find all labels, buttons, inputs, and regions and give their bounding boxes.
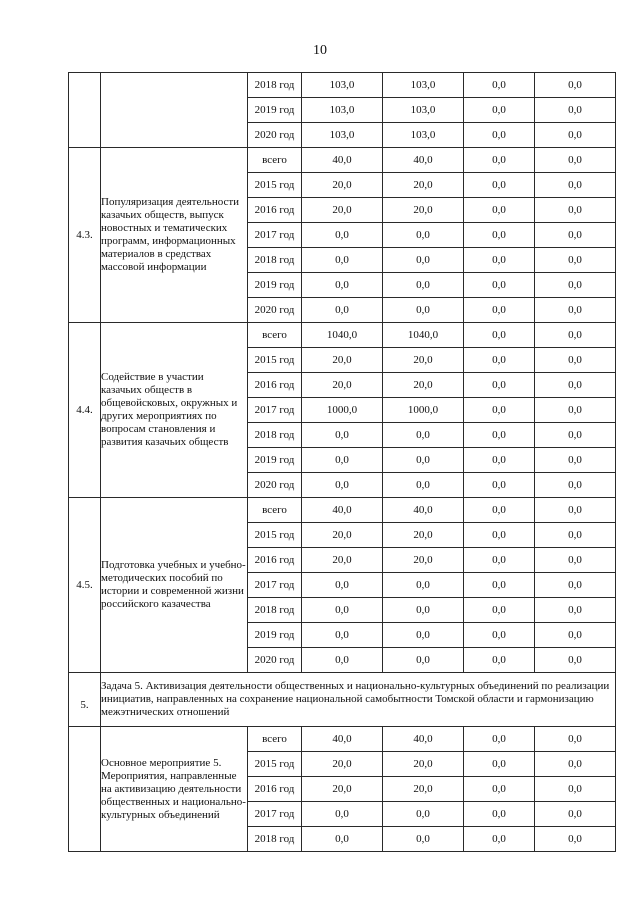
federal-budget-cell: 0,0 bbox=[464, 273, 535, 298]
other-sources-cell: 0,0 bbox=[535, 752, 616, 777]
regional-budget-cell: 103,0 bbox=[383, 98, 464, 123]
period-cell: 2019 год bbox=[248, 448, 302, 473]
federal-budget-cell: 0,0 bbox=[464, 573, 535, 598]
regional-budget-cell: 20,0 bbox=[383, 523, 464, 548]
period-cell: 2020 год bbox=[248, 123, 302, 148]
other-sources-cell: 0,0 bbox=[535, 548, 616, 573]
period-cell: 2020 год bbox=[248, 648, 302, 673]
total-cell: 0,0 bbox=[302, 423, 383, 448]
period-cell: 2018 год bbox=[248, 598, 302, 623]
table-row bbox=[69, 498, 616, 523]
regional-budget-cell: 0,0 bbox=[383, 473, 464, 498]
total-cell: 0,0 bbox=[302, 802, 383, 827]
total-cell: 20,0 bbox=[302, 548, 383, 573]
other-sources-cell: 0,0 bbox=[535, 198, 616, 223]
regional-budget-cell: 1040,0 bbox=[383, 323, 464, 348]
regional-budget-cell: 0,0 bbox=[383, 623, 464, 648]
total-cell: 0,0 bbox=[302, 298, 383, 323]
period-cell: 2015 год bbox=[248, 523, 302, 548]
other-sources-cell: 0,0 bbox=[535, 223, 616, 248]
federal-budget-cell: 0,0 bbox=[464, 398, 535, 423]
regional-budget-cell: 1000,0 bbox=[383, 398, 464, 423]
regional-budget-cell: 20,0 bbox=[383, 348, 464, 373]
page-number: 10 bbox=[313, 43, 327, 58]
other-sources-cell: 0,0 bbox=[535, 323, 616, 348]
total-cell: 0,0 bbox=[302, 223, 383, 248]
federal-budget-cell: 0,0 bbox=[464, 73, 535, 98]
period-cell: 2018 год bbox=[248, 248, 302, 273]
federal-budget-cell: 0,0 bbox=[464, 727, 535, 752]
federal-budget-cell: 0,0 bbox=[464, 198, 535, 223]
regional-budget-cell: 20,0 bbox=[383, 173, 464, 198]
federal-budget-cell: 0,0 bbox=[464, 148, 535, 173]
period-cell: 2019 год bbox=[248, 98, 302, 123]
period-cell: 2017 год bbox=[248, 398, 302, 423]
regional-budget-cell: 20,0 bbox=[383, 548, 464, 573]
other-sources-cell: 0,0 bbox=[535, 777, 616, 802]
regional-budget-cell: 0,0 bbox=[383, 223, 464, 248]
regional-budget-cell: 0,0 bbox=[383, 298, 464, 323]
federal-budget-cell: 0,0 bbox=[464, 298, 535, 323]
total-cell: 1000,0 bbox=[302, 398, 383, 423]
other-sources-cell: 0,0 bbox=[535, 248, 616, 273]
table-row bbox=[69, 148, 616, 173]
other-sources-cell: 0,0 bbox=[535, 573, 616, 598]
period-cell: 2016 год bbox=[248, 548, 302, 573]
total-cell: 0,0 bbox=[302, 598, 383, 623]
financing-table bbox=[68, 72, 616, 852]
total-cell: 103,0 bbox=[302, 73, 383, 98]
regional-budget-cell: 0,0 bbox=[383, 273, 464, 298]
period-cell: 2017 год bbox=[248, 573, 302, 598]
other-sources-cell: 0,0 bbox=[535, 598, 616, 623]
item-description: Популяризация деятельности казачьих обществ, выпуск новостных и тематических программ, информационных материалов в средствах массовой информации bbox=[101, 148, 248, 323]
total-cell: 0,0 bbox=[302, 648, 383, 673]
federal-budget-cell: 0,0 bbox=[464, 323, 535, 348]
task-row bbox=[69, 673, 616, 727]
period-cell: 2020 год bbox=[248, 298, 302, 323]
other-sources-cell: 0,0 bbox=[535, 98, 616, 123]
total-cell: 20,0 bbox=[302, 777, 383, 802]
other-sources-cell: 0,0 bbox=[535, 273, 616, 298]
federal-budget-cell: 0,0 bbox=[464, 802, 535, 827]
period-cell: 2016 год bbox=[248, 198, 302, 223]
other-sources-cell: 0,0 bbox=[535, 623, 616, 648]
other-sources-cell: 0,0 bbox=[535, 123, 616, 148]
regional-budget-cell: 0,0 bbox=[383, 648, 464, 673]
item-number bbox=[69, 727, 101, 852]
other-sources-cell: 0,0 bbox=[535, 423, 616, 448]
item-description: Основное мероприятие 5. Мероприятия, направленные на активизацию деятельности общественных и национально-культурных объединений bbox=[101, 727, 248, 852]
other-sources-cell: 0,0 bbox=[535, 802, 616, 827]
other-sources-cell: 0,0 bbox=[535, 473, 616, 498]
total-cell: 20,0 bbox=[302, 752, 383, 777]
federal-budget-cell: 0,0 bbox=[464, 98, 535, 123]
item-number: 4.5. bbox=[69, 498, 101, 673]
other-sources-cell: 0,0 bbox=[535, 498, 616, 523]
federal-budget-cell: 0,0 bbox=[464, 523, 535, 548]
federal-budget-cell: 0,0 bbox=[464, 598, 535, 623]
total-cell: 40,0 bbox=[302, 148, 383, 173]
other-sources-cell: 0,0 bbox=[535, 373, 616, 398]
federal-budget-cell: 0,0 bbox=[464, 348, 535, 373]
period-cell: 2015 год bbox=[248, 173, 302, 198]
total-cell: 0,0 bbox=[302, 473, 383, 498]
federal-budget-cell: 0,0 bbox=[464, 448, 535, 473]
federal-budget-cell: 0,0 bbox=[464, 423, 535, 448]
period-cell: всего bbox=[248, 148, 302, 173]
other-sources-cell: 0,0 bbox=[535, 173, 616, 198]
federal-budget-cell: 0,0 bbox=[464, 827, 535, 852]
period-cell: 2017 год bbox=[248, 802, 302, 827]
federal-budget-cell: 0,0 bbox=[464, 498, 535, 523]
regional-budget-cell: 103,0 bbox=[383, 73, 464, 98]
item-number: 4.3. bbox=[69, 148, 101, 323]
federal-budget-cell: 0,0 bbox=[464, 752, 535, 777]
regional-budget-cell: 20,0 bbox=[383, 373, 464, 398]
item-description: Подготовка учебных и учебно-методических пособий по истории и современной жизни российского казачества bbox=[101, 498, 248, 673]
total-cell: 0,0 bbox=[302, 827, 383, 852]
other-sources-cell: 0,0 bbox=[535, 148, 616, 173]
total-cell: 0,0 bbox=[302, 448, 383, 473]
period-cell: 2019 год bbox=[248, 623, 302, 648]
other-sources-cell: 0,0 bbox=[535, 398, 616, 423]
total-cell: 1040,0 bbox=[302, 323, 383, 348]
federal-budget-cell: 0,0 bbox=[464, 623, 535, 648]
total-cell: 103,0 bbox=[302, 123, 383, 148]
other-sources-cell: 0,0 bbox=[535, 648, 616, 673]
period-cell: 2015 год bbox=[248, 348, 302, 373]
task-text: Задача 5. Активизация деятельности общественных и национально-культурных объединений по реализации инициатив, направленных на сохранение национальной самобытности Томской области и гармонизацию межэтнических отношений bbox=[101, 673, 616, 727]
total-cell: 20,0 bbox=[302, 198, 383, 223]
regional-budget-cell: 40,0 bbox=[383, 148, 464, 173]
regional-budget-cell: 0,0 bbox=[383, 423, 464, 448]
total-cell: 0,0 bbox=[302, 248, 383, 273]
total-cell: 40,0 bbox=[302, 498, 383, 523]
financing-table-body bbox=[69, 73, 616, 852]
regional-budget-cell: 40,0 bbox=[383, 498, 464, 523]
task-number: 5. bbox=[69, 673, 101, 727]
federal-budget-cell: 0,0 bbox=[464, 648, 535, 673]
other-sources-cell: 0,0 bbox=[535, 727, 616, 752]
total-cell: 20,0 bbox=[302, 348, 383, 373]
other-sources-cell: 0,0 bbox=[535, 523, 616, 548]
total-cell: 20,0 bbox=[302, 373, 383, 398]
item-number bbox=[69, 73, 101, 148]
federal-budget-cell: 0,0 bbox=[464, 173, 535, 198]
regional-budget-cell: 0,0 bbox=[383, 598, 464, 623]
period-cell: 2019 год bbox=[248, 273, 302, 298]
item-description bbox=[101, 73, 248, 148]
total-cell: 103,0 bbox=[302, 98, 383, 123]
regional-budget-cell: 0,0 bbox=[383, 802, 464, 827]
other-sources-cell: 0,0 bbox=[535, 73, 616, 98]
total-cell: 0,0 bbox=[302, 573, 383, 598]
federal-budget-cell: 0,0 bbox=[464, 373, 535, 398]
period-cell: 2018 год bbox=[248, 73, 302, 98]
period-cell: 2018 год bbox=[248, 827, 302, 852]
federal-budget-cell: 0,0 bbox=[464, 777, 535, 802]
other-sources-cell: 0,0 bbox=[535, 298, 616, 323]
period-cell: всего bbox=[248, 323, 302, 348]
other-sources-cell: 0,0 bbox=[535, 448, 616, 473]
regional-budget-cell: 103,0 bbox=[383, 123, 464, 148]
item-number: 4.4. bbox=[69, 323, 101, 498]
other-sources-cell: 0,0 bbox=[535, 348, 616, 373]
regional-budget-cell: 40,0 bbox=[383, 727, 464, 752]
regional-budget-cell: 20,0 bbox=[383, 777, 464, 802]
federal-budget-cell: 0,0 bbox=[464, 548, 535, 573]
total-cell: 40,0 bbox=[302, 727, 383, 752]
period-cell: 2017 год bbox=[248, 223, 302, 248]
regional-budget-cell: 0,0 bbox=[383, 448, 464, 473]
period-cell: всего bbox=[248, 727, 302, 752]
regional-budget-cell: 20,0 bbox=[383, 198, 464, 223]
period-cell: 2018 год bbox=[248, 423, 302, 448]
period-cell: 2020 год bbox=[248, 473, 302, 498]
table-row bbox=[69, 73, 616, 98]
regional-budget-cell: 0,0 bbox=[383, 573, 464, 598]
item-description: Содействие в участии казачьих обществ в общевойсковых, окружных и других мероприятиях по вопросам становления и развития казачьих обществ bbox=[101, 323, 248, 498]
federal-budget-cell: 0,0 bbox=[464, 248, 535, 273]
table-row bbox=[69, 727, 616, 752]
period-cell: 2016 год bbox=[248, 373, 302, 398]
federal-budget-cell: 0,0 bbox=[464, 123, 535, 148]
period-cell: 2015 год bbox=[248, 752, 302, 777]
period-cell: 2016 год bbox=[248, 777, 302, 802]
regional-budget-cell: 0,0 bbox=[383, 827, 464, 852]
total-cell: 20,0 bbox=[302, 173, 383, 198]
federal-budget-cell: 0,0 bbox=[464, 223, 535, 248]
federal-budget-cell: 0,0 bbox=[464, 473, 535, 498]
total-cell: 0,0 bbox=[302, 623, 383, 648]
other-sources-cell: 0,0 bbox=[535, 827, 616, 852]
table-row bbox=[69, 323, 616, 348]
total-cell: 20,0 bbox=[302, 523, 383, 548]
regional-budget-cell: 20,0 bbox=[383, 752, 464, 777]
period-cell: всего bbox=[248, 498, 302, 523]
total-cell: 0,0 bbox=[302, 273, 383, 298]
regional-budget-cell: 0,0 bbox=[383, 248, 464, 273]
